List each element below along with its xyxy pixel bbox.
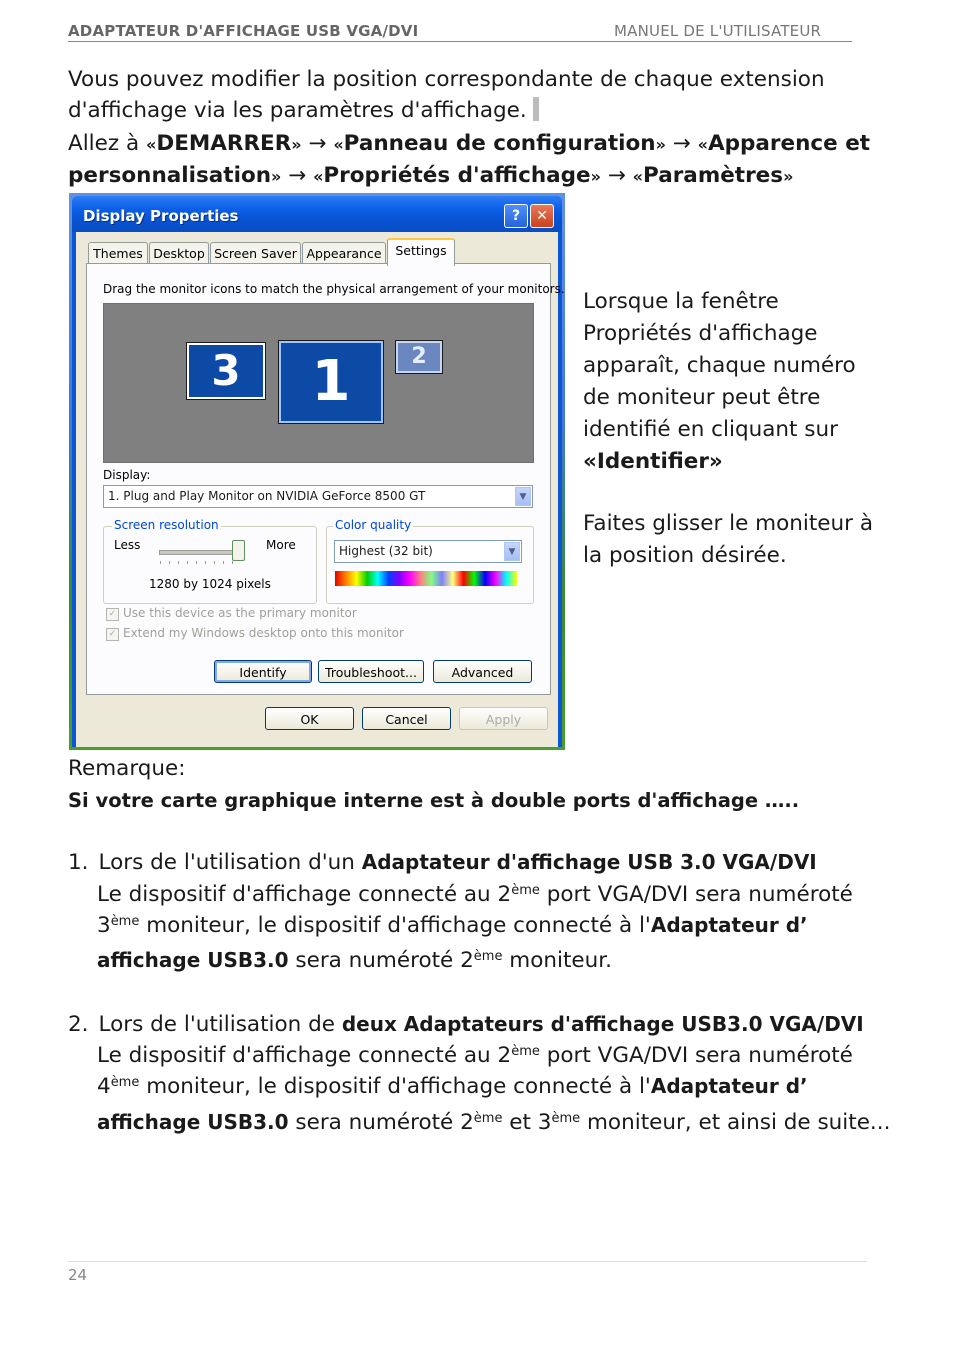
quote-open: « — [146, 135, 157, 154]
text-cursor-mark — [533, 97, 539, 121]
color-quality-group — [326, 526, 534, 604]
path-arrow: → — [665, 131, 698, 156]
quote-close: » — [271, 167, 282, 186]
path-arrow: → — [281, 163, 314, 188]
item-text: moniteur, et ainsi de suite... — [580, 1110, 891, 1135]
quote-open: « — [632, 167, 644, 186]
advanced-button[interactable]: Advanced — [433, 660, 532, 683]
display-properties-screenshot — [69, 193, 565, 750]
color-quality-label: Color quality — [335, 518, 412, 532]
troubleshoot-button[interactable]: Troubleshoot... — [318, 660, 424, 683]
identify-button[interactable]: Identify — [214, 660, 312, 683]
side-paragraph-2 — [583, 508, 873, 572]
item-superscript: ème — [511, 1044, 540, 1059]
side-line: Lorsque la fenêtre — [583, 289, 779, 314]
path-step-control-panel: Panneau de configuration — [343, 131, 656, 156]
quote-open: « — [697, 135, 708, 154]
color-quality-value: Highest (32 bit) — [339, 544, 433, 558]
item-text: 4 — [97, 1074, 111, 1099]
list-item-2-line-4 — [97, 1107, 890, 1138]
chevron-down-icon[interactable]: ▼ — [515, 487, 531, 506]
side-line: identifié en cliquant sur — [583, 417, 838, 442]
chevron-down-icon[interactable]: ▼ — [504, 542, 520, 561]
path-arrow: → — [301, 131, 334, 156]
extend-desktop-checkbox[interactable]: ✓ — [106, 628, 119, 641]
resolution-value: 1280 by 1024 pixels — [149, 577, 271, 591]
path-step-appearance: Apparence et — [707, 131, 871, 156]
display-select[interactable] — [103, 485, 533, 508]
resolution-slider-ticks — [160, 561, 236, 564]
intro-line-2-text: d'affichage via les paramètres d'affichage. — [68, 98, 527, 123]
resolution-slider-track[interactable] — [159, 550, 237, 555]
side-line: apparaît, chaque numéro — [583, 353, 856, 378]
item-text: Lors de l'utilisation d'un — [98, 850, 362, 875]
window-titlebar — [72, 196, 562, 232]
monitor-3-icon[interactable]: 3 — [187, 343, 265, 399]
list-item-1-line-4 — [97, 945, 612, 976]
side-paragraph-1 — [583, 286, 856, 478]
item-superscript: ème — [110, 914, 140, 929]
quote-close: » — [291, 135, 302, 154]
side-line: Faites glisser le moniteur à — [583, 511, 873, 536]
help-button[interactable]: ? — [504, 204, 528, 228]
primary-monitor-label: Use this device as the primary monitor — [123, 606, 357, 620]
intro-path-line-2 — [68, 160, 793, 192]
item-text: Le dispositif d'affichage connecté au 2 — [97, 882, 512, 907]
item-superscript: ème — [110, 1075, 140, 1090]
side-line: la position désirée. — [583, 543, 787, 568]
window-title: Display Properties — [83, 207, 239, 225]
resolution-more-label: More — [266, 538, 296, 552]
cancel-button[interactable]: Cancel — [362, 707, 451, 730]
quote-close: » — [590, 167, 601, 186]
list-item-2-line-2 — [97, 1040, 853, 1071]
display-select-value: 1. Plug and Play Monitor on NVIDIA GeForce 8500 GT — [108, 489, 426, 503]
tab-desktop[interactable]: Desktop — [149, 242, 209, 264]
quote-close: » — [783, 167, 794, 186]
item-text: 3 — [97, 913, 111, 938]
path-step-settings: Paramètres — [643, 163, 784, 188]
apply-button[interactable]: Apply — [459, 707, 548, 730]
item-superscript: ème — [473, 949, 503, 964]
item-bold-text: affichage USB3.0 — [97, 948, 289, 972]
screen-resolution-label: Screen resolution — [114, 518, 219, 532]
item-text: moniteur, le dispositif d'affichage connecté à l' — [139, 1074, 651, 1099]
monitor-1-icon[interactable]: 1 — [279, 341, 383, 423]
item-text: port VGA/DVI sera numéroté — [539, 882, 853, 907]
color-quality-select[interactable] — [334, 540, 522, 563]
header-manual-label: MANUEL DE L'UTILISATEUR — [614, 22, 822, 40]
quote-open: « — [333, 135, 344, 154]
path-step-display-properties: Propriétés d'affichage — [323, 163, 591, 188]
item-superscript: ème — [473, 1111, 503, 1126]
item-bold-text: Adaptateur d’ — [650, 1074, 808, 1098]
tab-appearance[interactable]: Appearance — [302, 242, 386, 264]
item-bold-text: Adaptateur d'affichage USB 3.0 VGA/DVI — [361, 850, 817, 874]
item-text: sera numéroté 2 — [288, 948, 474, 973]
item-bold-text: Adaptateur d’ — [650, 913, 808, 937]
intro-line-2 — [68, 95, 539, 126]
header-title: ADAPTATEUR D'AFFICHAGE USB VGA/DVI — [68, 22, 419, 40]
item-text: moniteur. — [502, 948, 612, 973]
item-text: Lors de l'utilisation de — [98, 1012, 342, 1037]
list-item-1-line-3 — [97, 910, 808, 941]
item-text: et 3 — [502, 1110, 552, 1135]
primary-monitor-checkbox[interactable]: ✓ — [106, 608, 119, 621]
tab-settings[interactable]: Settings — [387, 238, 455, 266]
monitor-instruction: Drag the monitor icons to match the physical arrangement of your monitors. — [103, 282, 565, 296]
item-superscript: ème — [511, 883, 540, 898]
item-bold-text: deux Adaptateurs d'affichage USB3.0 VGA/DVI — [341, 1012, 864, 1036]
header-rule — [68, 41, 852, 42]
ok-button[interactable]: OK — [265, 707, 354, 730]
quote-close: » — [655, 135, 666, 154]
resolution-slider-thumb[interactable] — [232, 540, 245, 561]
remark-bold-text: Si votre carte graphique interne est à double ports d'affichage ….. — [68, 789, 800, 812]
item-text: sera numéroté 2 — [288, 1110, 474, 1135]
item-text: Le dispositif d'affichage connecté au 2 — [97, 1043, 512, 1068]
side-identify-keyword: «Identifier» — [583, 449, 723, 474]
quote-open: « — [313, 167, 324, 186]
list-item-2-line-1 — [68, 1009, 864, 1040]
path-step-start: DEMARRER — [156, 131, 292, 156]
list-number: 1. — [68, 850, 89, 875]
item-superscript: ème — [551, 1111, 581, 1126]
tab-screen-saver[interactable]: Screen Saver — [210, 242, 301, 264]
remark-label: Remarque: — [68, 756, 186, 781]
side-line: de moniteur peut être — [583, 385, 821, 410]
list-item-2-line-3 — [97, 1071, 808, 1102]
path-prefix: Allez à — [68, 131, 147, 156]
list-item-1-line-2 — [97, 879, 853, 910]
monitor-2-icon[interactable]: 2 — [396, 341, 442, 373]
close-button[interactable]: ✕ — [530, 204, 554, 228]
item-bold-text: affichage USB3.0 — [97, 1110, 289, 1134]
intro-line-1: Vous pouvez modifier la position correspondante de chaque extension — [68, 67, 825, 92]
tab-themes[interactable]: Themes — [88, 242, 148, 264]
path-arrow: → — [600, 163, 633, 188]
list-item-1-line-1 — [68, 847, 817, 878]
color-spectrum-preview — [335, 571, 517, 586]
extend-desktop-label: Extend my Windows desktop onto this monitor — [123, 626, 404, 640]
item-text: port VGA/DVI sera numéroté — [539, 1043, 853, 1068]
list-number: 2. — [68, 1012, 89, 1037]
resolution-less-label: Less — [114, 538, 141, 552]
footer-rule — [68, 1261, 867, 1262]
page-number: 24 — [68, 1266, 88, 1284]
item-text: moniteur, le dispositif d'affichage connecté à l' — [139, 913, 651, 938]
path-step-personalisation: personnalisation — [68, 163, 272, 188]
intro-path-line-1 — [68, 128, 870, 160]
side-line: Propriétés d'affichage — [583, 321, 818, 346]
display-label: Display: — [103, 468, 151, 482]
